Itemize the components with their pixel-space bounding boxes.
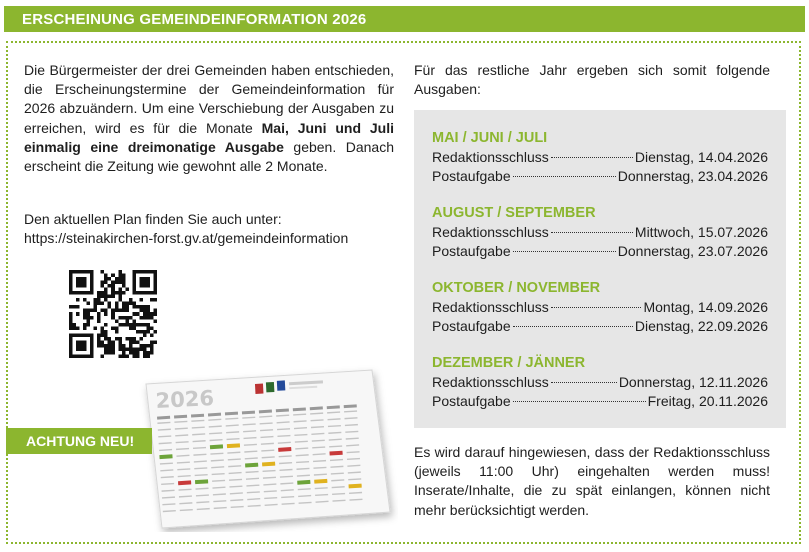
row-label: Redaktionsschluss xyxy=(432,224,549,240)
dot-leader xyxy=(513,401,646,402)
schedule-block-august-september xyxy=(432,203,768,261)
row-label: Postaufgabe xyxy=(432,318,511,334)
schedule-row-postaufgabe xyxy=(432,242,768,261)
schedule-block-mai-juni-juli xyxy=(432,128,768,186)
schedule-intro: Für das restliche Jahr ergeben sich somit folgende Ausgaben: xyxy=(414,62,770,98)
plan-text: Den aktuellen Plan finden Sie auch unter: xyxy=(24,211,282,227)
intro-paragraph xyxy=(24,61,394,176)
plan-link[interactable]: https://steinakirchen-forst.gv.at/gemeindeinformation xyxy=(24,230,349,247)
schedule-row-redaktionsschluss xyxy=(432,298,768,317)
page-title: ERSCHEINUNG GEMEINDEINFORMATION 2026 xyxy=(22,11,367,28)
schedule-row-redaktionsschluss xyxy=(432,148,768,167)
row-date: Donnerstag, 23.07.2026 xyxy=(617,243,768,259)
schedule-block-dezember-jaenner xyxy=(432,353,768,411)
dot-leader xyxy=(513,176,616,177)
schedule-block-title: DEZEMBER / JÄNNER xyxy=(432,355,586,371)
header-bar xyxy=(4,6,805,32)
calendar-poster-image xyxy=(136,362,398,532)
poster-year: 2026 xyxy=(155,385,215,413)
schedule-block-oktober-november xyxy=(432,278,768,336)
row-label: Postaufgabe xyxy=(432,168,511,184)
notice-badge: ACHTUNG NEU! xyxy=(6,428,152,454)
row-date: Freitag, 20.11.2026 xyxy=(647,393,768,409)
row-label: Redaktionsschluss xyxy=(432,149,549,165)
dot-leader xyxy=(551,232,633,233)
schedule-block-title: MAI / JUNI / JULI xyxy=(432,130,548,146)
schedule-box xyxy=(414,110,786,428)
row-date: Dienstag, 14.04.2026 xyxy=(634,149,768,165)
row-label: Redaktionsschluss xyxy=(432,299,549,315)
row-date: Montag, 14.09.2026 xyxy=(643,299,768,315)
row-date: Mittwoch, 15.07.2026 xyxy=(634,224,768,240)
dot-leader xyxy=(551,307,642,308)
intro-bold-text: Mai, Juni und Juli einmalig eine dreimonatige Ausgabe xyxy=(24,119,395,155)
row-label: Redaktionsschluss xyxy=(432,374,549,390)
row-label: Postaufgabe xyxy=(432,393,511,409)
schedule-row-postaufgabe xyxy=(432,317,768,336)
dot-leader xyxy=(551,157,633,158)
schedule-row-postaufgabe xyxy=(432,392,768,411)
plan-paragraph xyxy=(24,210,394,248)
schedule-block-title: AUGUST / SEPTEMBER xyxy=(432,205,596,221)
deadline-notice: Es wird darauf hingewiesen, dass der Redaktionsschluss (jeweils 11:00 Uhr) eingehalten werden muss! Inserate/Inhalte, die zu spät einlangen, können nicht mehr berücksichtigt werden. xyxy=(414,444,770,518)
schedule-block-title: OKTOBER / NOVEMBER xyxy=(432,280,601,296)
row-label: Postaufgabe xyxy=(432,243,511,259)
row-date: Dienstag, 22.09.2026 xyxy=(634,318,768,334)
schedule-row-redaktionsschluss xyxy=(432,373,768,392)
row-date: Donnerstag, 12.11.2026 xyxy=(618,374,768,390)
row-date: Donnerstag, 23.04.2026 xyxy=(617,168,768,184)
qr-code-icon xyxy=(69,270,157,358)
intro-text-part1: Die Bürgermeister der drei Gemeinden haben entschieden, die Erscheinungstermine der Gemeindeinformation für 2026 abzuändern. Um eine Verschiebung der Ausgaben zu erreichen, wird es für die Monate xyxy=(24,62,394,136)
schedule-row-postaufgabe xyxy=(432,167,768,186)
intro-text-part2: geben. Danach erscheint die Zeitung wie gewohnt alle 2 Monate. xyxy=(24,138,395,175)
schedule-row-redaktionsschluss xyxy=(432,223,768,242)
dot-leader xyxy=(513,251,616,252)
dot-leader xyxy=(513,326,633,327)
dot-leader xyxy=(551,382,617,383)
